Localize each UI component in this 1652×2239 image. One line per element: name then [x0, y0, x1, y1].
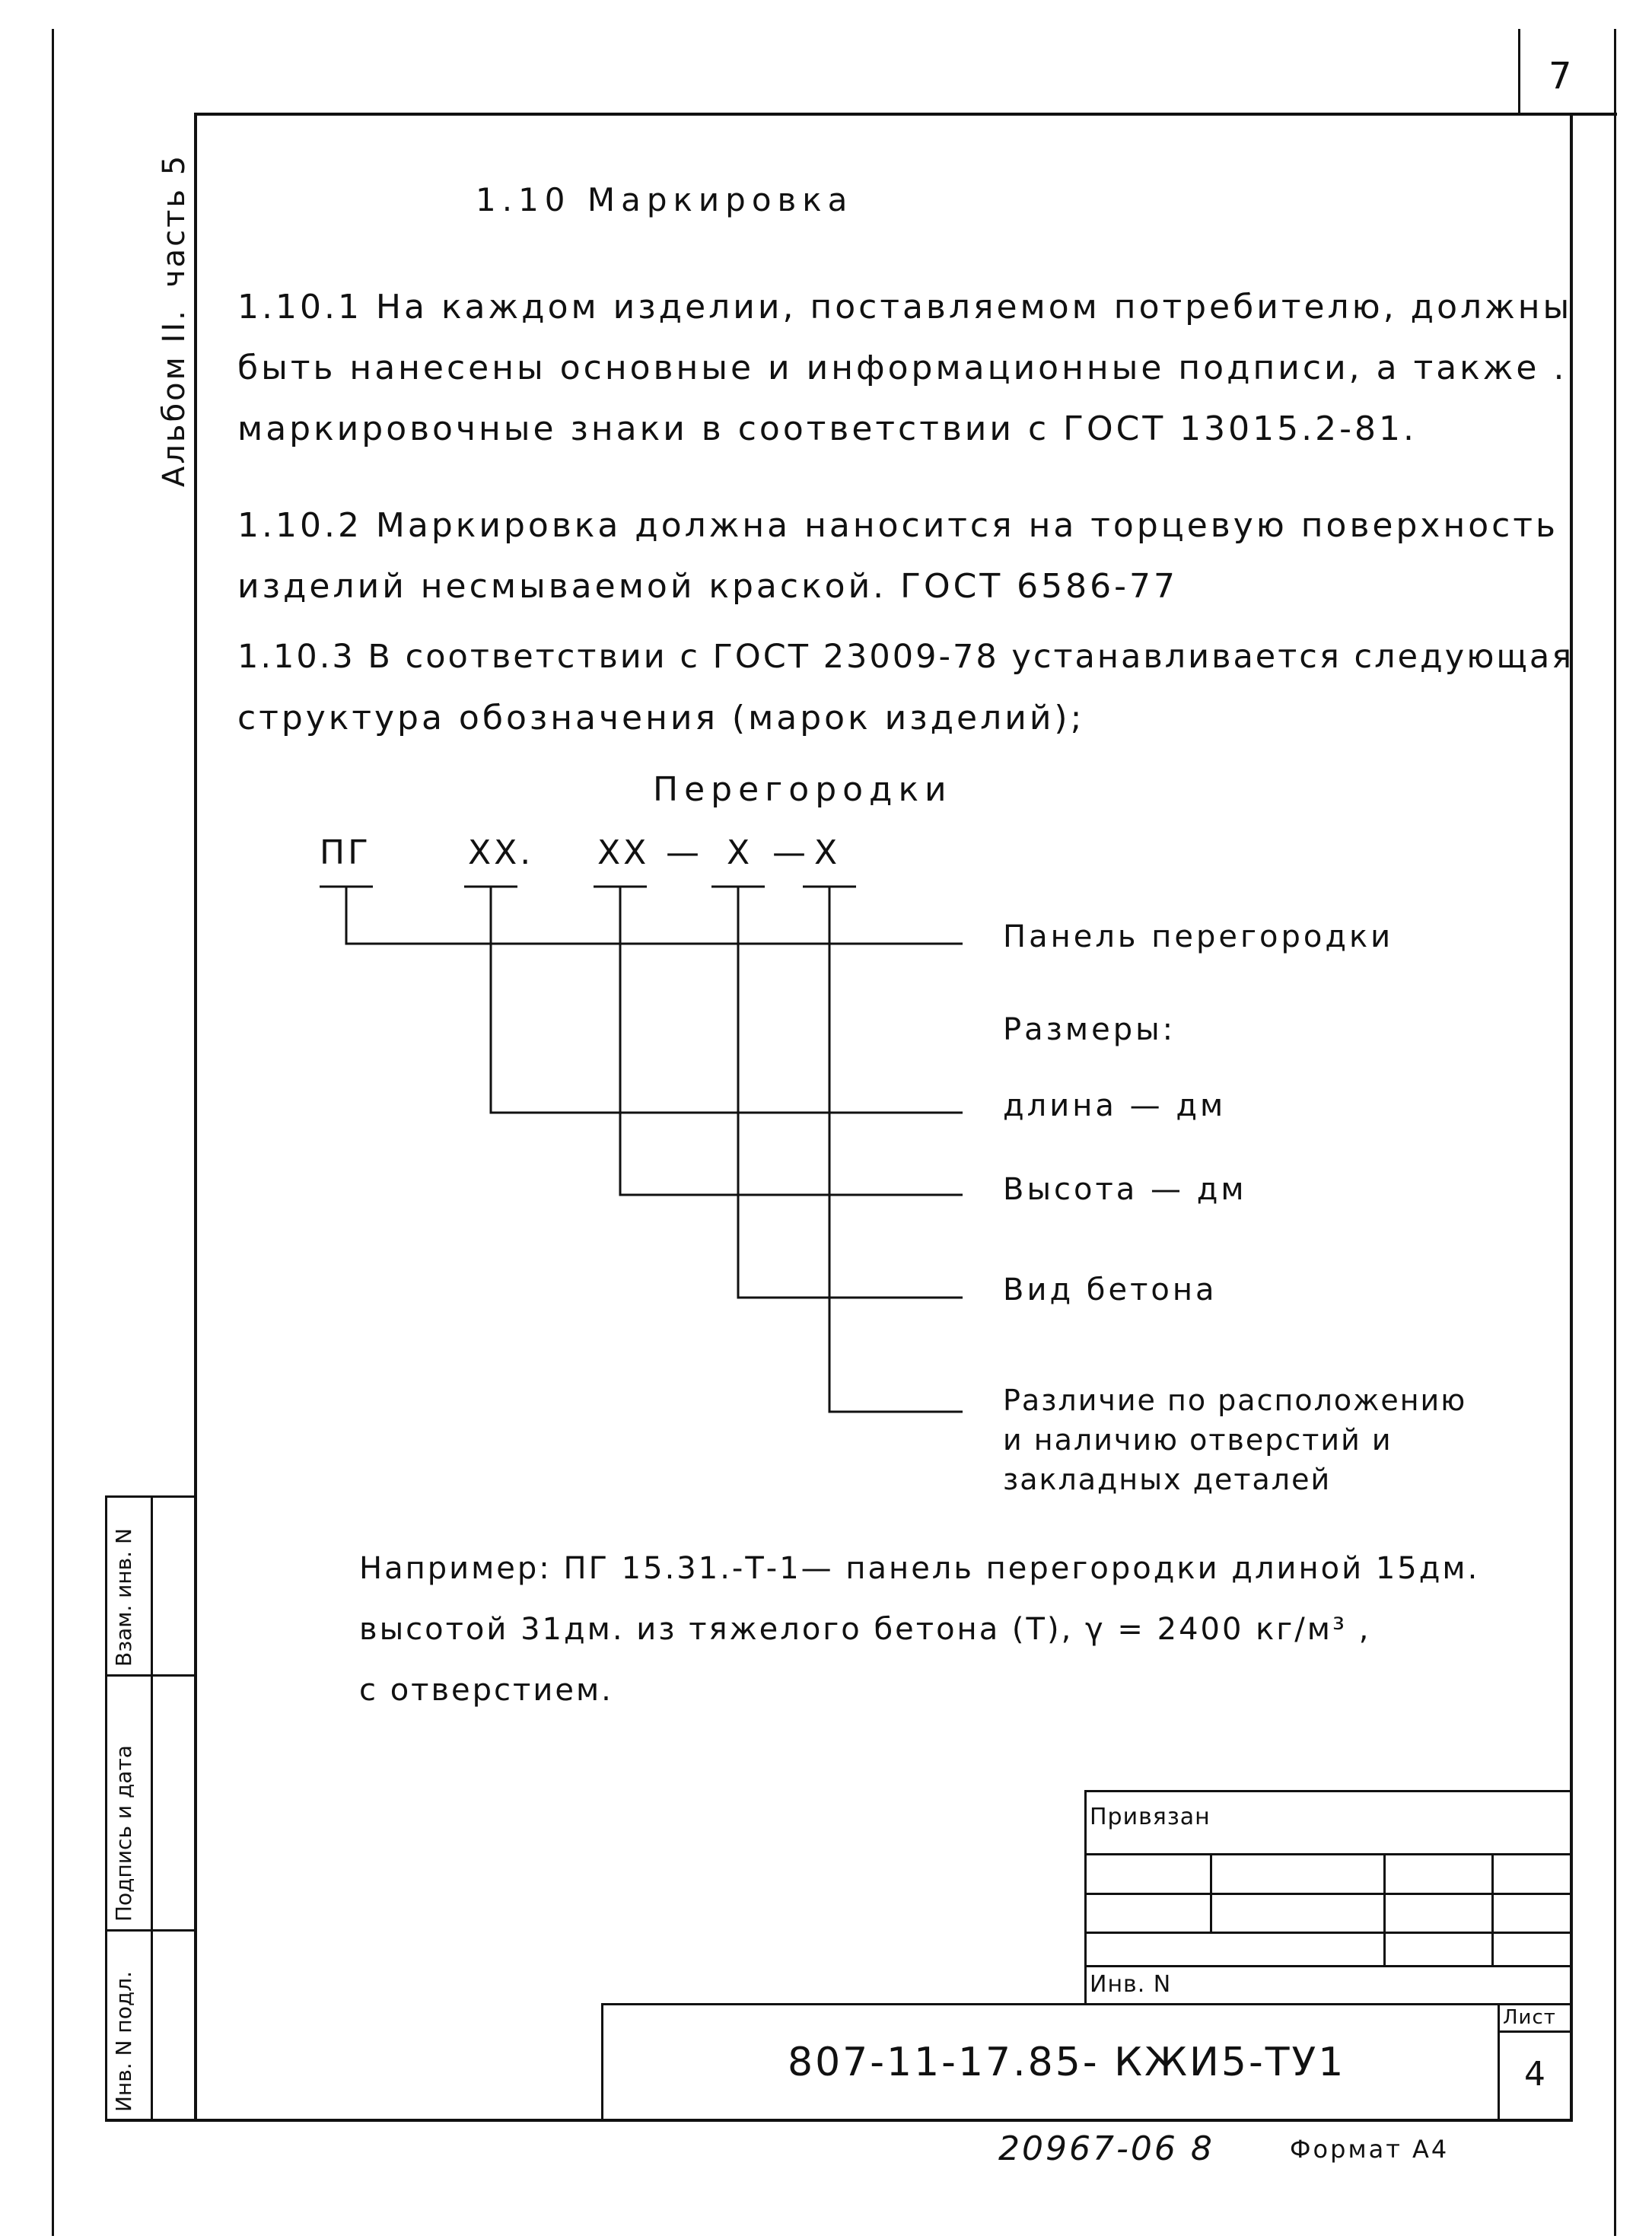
tb-col-1	[1210, 1853, 1212, 1932]
code-dash-1: —	[666, 833, 702, 872]
label-diff-2: и наличию отверстий и	[1003, 1423, 1393, 1457]
stamp-sign-date: Подпись и дата	[111, 1745, 136, 1922]
example-line-1: Например: ПГ 15.31.-Т-1— панель перегородки длиной 15дм.	[359, 1551, 1480, 1586]
branch-panel	[346, 887, 963, 944]
example-line-3: с отверстием.	[359, 1673, 613, 1708]
corner-sheet-number: 7	[1549, 55, 1572, 97]
stamp-replace-inv: Взам. инв. N	[111, 1528, 136, 1667]
example-line-2: высотой 31дм. из тяжелого бетона (Т), γ = 2400 кг/м³ ,	[359, 1612, 1371, 1647]
section-title: 1.10 Маркировка	[476, 181, 854, 218]
para-3-line-2: структура обозначения (марок изделий);	[237, 699, 1085, 737]
branch-concrete	[738, 887, 963, 1298]
stamp-inv-original: Инв. N подл.	[111, 1971, 136, 2112]
document-code: 807-11-17.85- КЖИ5-ТУ1	[788, 2040, 1346, 2085]
tb-sheet-label: Лист	[1503, 2006, 1556, 2029]
label-concrete: Вид бетона	[1003, 1272, 1218, 1307]
tb-sheet-divider	[1498, 2030, 1571, 2033]
para-3-line-1: 1.10.3 В соответствии с ГОСТ 23009-78 устанавливается следующая	[237, 638, 1574, 676]
para-1-line-2: быть нанесены основные и информационные подписи, а также .	[237, 349, 1568, 387]
code-prefix: ПГ	[320, 833, 371, 872]
tb-row-1	[1084, 1853, 1571, 1855]
footer-format: Формат А4	[1290, 2135, 1450, 2164]
label-panel: Панель перегородки	[1003, 919, 1394, 954]
para-2-line-1: 1.10.2 Маркировка должна наносится на торцевую поверхность	[237, 506, 1558, 545]
part-label: часть 5	[157, 153, 192, 288]
code-height: ХХ	[597, 833, 650, 872]
label-height: Высота — дм	[1003, 1172, 1247, 1207]
branch-height	[620, 887, 963, 1195]
branch-length	[491, 887, 963, 1113]
code-length: ХХ.	[468, 833, 534, 872]
code-concrete: Х	[727, 833, 753, 872]
para-2-line-2: изделий несмываемой краской. ГОСТ 6586-77	[237, 567, 1179, 606]
tb-col-3	[1491, 1853, 1494, 1965]
tb-code-top	[601, 2003, 1571, 2005]
code-dash-2: —	[772, 833, 809, 872]
tb-col-2	[1383, 1853, 1386, 1965]
footer-number: 20967-06 8	[998, 2129, 1214, 2168]
tb-code-left	[601, 2003, 603, 2120]
label-sizes: Размеры:	[1003, 1012, 1176, 1047]
para-1-line-3: маркировочные знаки в соответствии с ГОСТ 13015.2-81.	[237, 409, 1417, 448]
album-label: Альбом II.	[157, 308, 192, 487]
tb-row-2	[1084, 1893, 1571, 1895]
branch-variant	[829, 887, 963, 1412]
diagram-title: Перегородки	[653, 770, 953, 809]
tb-row-3	[1084, 1932, 1571, 1934]
code-variant: Х	[814, 833, 841, 872]
label-length: длина — дм	[1003, 1088, 1227, 1123]
tb-sheet-number: 4	[1524, 2055, 1545, 2094]
para-1-line-1: 1.10.1 На каждом изделии, поставляемом потребителю, должны	[237, 288, 1573, 326]
tb-inv: Инв. N	[1090, 1971, 1172, 1998]
tb-top	[1084, 1790, 1571, 1792]
tb-privyazan: Привязан	[1090, 1804, 1211, 1830]
label-diff-1: Различие по расположению	[1003, 1384, 1467, 1417]
label-diff-3: закладных деталей	[1003, 1463, 1332, 1496]
tb-sheet-left	[1498, 2003, 1500, 2120]
tb-row-4	[1084, 1965, 1571, 1967]
tb-left	[1084, 1790, 1087, 2003]
